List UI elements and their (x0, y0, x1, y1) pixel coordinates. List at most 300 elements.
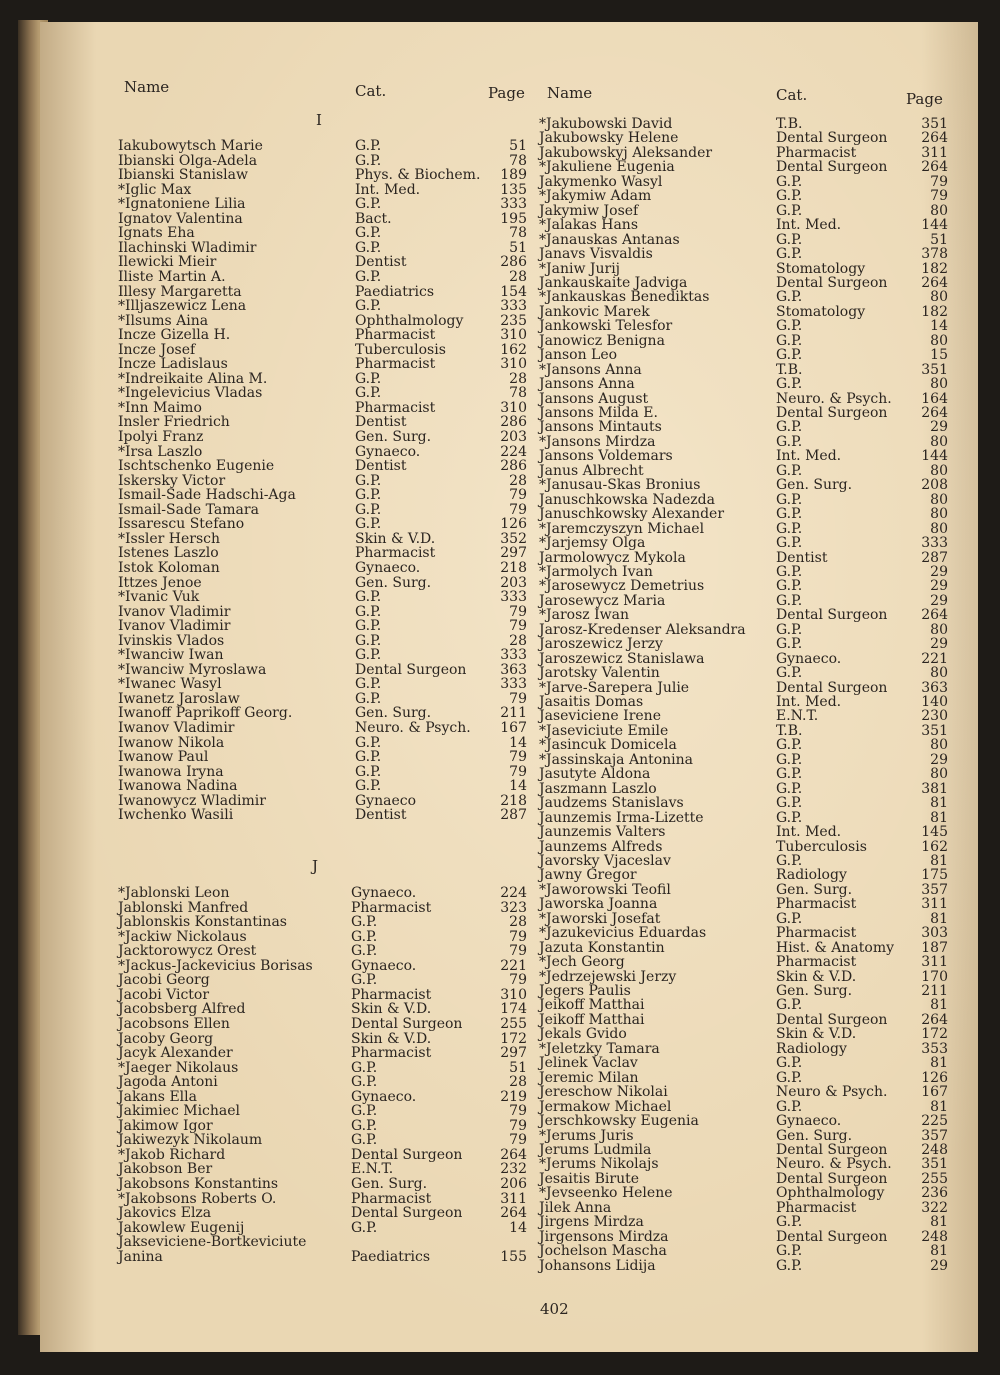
entry-name: Jacktorowycz Orest (118, 943, 257, 960)
entry-name: Ivinskis Vlados (118, 632, 225, 649)
entry-page: 79 (509, 618, 527, 635)
entry-category: G.P. (355, 603, 382, 620)
entry-category: Dental Surgeon (776, 1228, 888, 1245)
entry-page: 333 (921, 535, 948, 552)
entry-category: Gen. Surg. (776, 477, 853, 494)
entry-name: *Jackiw Nickolaus (118, 928, 247, 945)
entry-page: 80 (930, 433, 948, 450)
entry-category: G.P. (776, 766, 803, 783)
entry-name: Insler Friedrich (118, 414, 230, 431)
entry-page: 255 (921, 1170, 948, 1187)
entry-category: G.P. (355, 239, 382, 256)
entry-name: Ismail-Sade Hadschi-Aga (118, 487, 296, 504)
entry-category: Radiology (776, 1040, 847, 1057)
entry-category: G.P. (776, 318, 803, 335)
entry-page: 310 (500, 399, 527, 416)
entry-category: Ophthalmology (355, 312, 464, 329)
entry-category: Tuberculosis (355, 341, 446, 358)
entry-name: *Jedrzejewski Jerzy (539, 968, 677, 985)
entry-name: Iwanoff Paprikoff Georg. (118, 705, 293, 722)
entry-name: *Jankauskas Benediktas (539, 289, 710, 306)
entry-category: Dentist (355, 414, 407, 431)
entry-name: *Jerums Juris (539, 1127, 634, 1144)
entry-category: Pharmacist (776, 144, 857, 161)
entry-category: G.P. (776, 289, 803, 306)
entry-page: 81 (930, 809, 948, 826)
directory-entry (118, 430, 528, 445)
entry-page: 79 (509, 690, 527, 707)
entry-page: 79 (509, 603, 527, 620)
entry-name: *Ivanic Vuk (118, 589, 200, 606)
entry-category: G.P. (776, 347, 803, 364)
entry-category: Skin & V.D. (351, 1001, 432, 1018)
entry-name: *Jalakas Hans (539, 217, 639, 234)
entry-name: *Jansons Anna (539, 361, 642, 378)
entry-category: G.P. (776, 795, 803, 812)
entry-page: 135 (500, 181, 527, 198)
entry-page: 323 (500, 899, 527, 916)
entry-page: 235 (500, 312, 527, 329)
entry-name: *Jansons Mirdza (539, 433, 656, 450)
entry-name: Jereschow Nikolai (539, 1084, 668, 1101)
entry-name: *Jakymiw Adam (539, 188, 652, 205)
entry-name: Jaszmann Laszlo (539, 780, 657, 797)
left-header-cat: Cat. (355, 82, 387, 100)
entry-page: 51 (509, 239, 527, 256)
entry-name: Istok Koloman (118, 559, 220, 576)
entry-category: Neuro. & Psych. (355, 720, 471, 736)
entry-category: G.P. (776, 621, 803, 638)
entry-name: *Inn Maimo (118, 399, 202, 416)
entry-page: 29 (930, 636, 948, 653)
right-header-name: Name (547, 84, 593, 102)
entry-name: *Jaremczyszyn Michael (539, 520, 705, 537)
entry-category: G.P. (351, 943, 378, 960)
entry-name: Jerschkowsky Eugenia (539, 1113, 699, 1130)
directory-entry (539, 1085, 949, 1100)
entry-category: G.P. (776, 1214, 803, 1231)
entry-page: 154 (500, 283, 527, 300)
directory-entry (539, 189, 949, 204)
entry-page: 187 (921, 939, 948, 956)
entry-category: E.N.T. (776, 708, 819, 725)
entry-name: Jazuta Konstantin (539, 939, 665, 956)
entry-category: G.P. (776, 231, 803, 248)
entry-page: 363 (921, 679, 948, 696)
entry-category: G.P. (355, 632, 382, 649)
entry-name: *Iglic Max (118, 181, 192, 198)
entry-page: 208 (921, 477, 948, 494)
entry-category: Dentist (355, 254, 407, 271)
entry-page: 140 (921, 694, 948, 710)
entry-category: Int. Med. (776, 824, 842, 841)
entry-name: *Jarosewycz Demetrius (539, 578, 705, 595)
entry-name: *Jasincuk Domicela (539, 737, 677, 754)
directory-entry (118, 1206, 528, 1221)
entry-category: T.B. (776, 116, 803, 132)
entry-category: G.P. (355, 472, 382, 489)
entry-name: *Jassinskaja Antonina (539, 751, 694, 768)
entry-page: 182 (921, 303, 948, 320)
entry-page: 28 (509, 268, 527, 285)
entry-category: Gynaeco. (351, 957, 417, 974)
entry-name: Jacobsberg Alfred (118, 1001, 246, 1018)
entry-name: Iwchenko Wasili (118, 807, 234, 824)
directory-entry (539, 348, 949, 363)
entry-name: *Illjaszewicz Lena (118, 298, 247, 315)
entry-page: 28 (509, 632, 527, 649)
directory-entry (539, 637, 949, 652)
entry-name: Jermakow Michael (539, 1098, 672, 1115)
entry-category: Gen. Surg. (776, 881, 853, 898)
entry-page: 79 (509, 749, 527, 766)
entry-category: G.P. (776, 535, 803, 552)
entry-category: G.P. (351, 972, 378, 989)
entry-category: G.P. (351, 1074, 378, 1091)
entry-name: Ibianski Olga-Adela (118, 152, 258, 169)
entry-name: Iwanowycz Wladimir (118, 792, 266, 809)
directory-entry (118, 1046, 528, 1061)
entry-page: 167 (500, 720, 527, 736)
entry-page: 79 (509, 972, 527, 989)
directory-entry (118, 619, 528, 634)
entry-category: Dental Surgeon (351, 1146, 463, 1163)
entry-category: G.P. (355, 690, 382, 707)
entry-category: G.P. (776, 1257, 803, 1274)
entry-name: Jakimow Igor (118, 1117, 213, 1134)
entry-name: *Jackus-Jackevicius Borisas (118, 957, 313, 974)
entry-name: *Jakobsons Roberts O. (118, 1190, 277, 1207)
entry-name: Jarmolowycz Mykola (539, 549, 686, 566)
entry-name: Jakovics Elza (118, 1205, 212, 1222)
entry-category: G.P. (776, 578, 803, 595)
entry-name: *Ignatoniene Lilia (118, 196, 246, 213)
entry-page: 206 (500, 1176, 527, 1192)
directory-entry (118, 1075, 528, 1090)
entry-page: 174 (500, 1001, 527, 1018)
entry-name: *Ingelevicius Vladas (118, 385, 263, 402)
entry-name: Jaunzemis Irma-Lizette (539, 809, 704, 826)
entry-category: G.P. (355, 618, 382, 635)
entry-page: 218 (500, 792, 527, 809)
entry-page: 80 (930, 766, 948, 783)
entry-page: 264 (500, 1205, 527, 1222)
entry-page: 351 (921, 1156, 948, 1173)
entry-page: 264 (921, 405, 948, 421)
entry-page: 221 (500, 957, 527, 974)
entry-name: Iliste Martin A. (118, 268, 226, 285)
entry-name: Jansons Milda E. (539, 405, 658, 421)
directory-entry (118, 1104, 528, 1119)
entry-name: Iwanow Nikola (118, 734, 225, 751)
entry-page: 80 (930, 202, 948, 219)
entry-name: *Jakob Richard (118, 1146, 226, 1163)
entry-page: 155 (500, 1248, 527, 1265)
entry-name: *Jakuliene Eugenia (539, 159, 675, 176)
entry-name: *Jablonski Leon (118, 885, 230, 901)
entry-page: 51 (509, 138, 527, 154)
entry-page: 351 (921, 361, 948, 378)
entry-name: *Jaworski Josefat (539, 910, 661, 927)
entry-name: Jaunzemis Valters (539, 824, 666, 841)
entry-name: Iskersky Victor (118, 472, 226, 489)
entry-name: Iwanow Paul (118, 749, 209, 766)
entry-name: Jasaitis Domas (539, 694, 644, 710)
entry-name: Jakobson Ber (118, 1161, 213, 1178)
entry-name: Jakymiw Josef (539, 202, 639, 219)
entry-category: G.P. (776, 376, 803, 393)
entry-page: 80 (930, 737, 948, 754)
section-letter-i: I (316, 111, 322, 129)
entry-page: 80 (930, 520, 948, 537)
entry-name: Jarotsky Valentin (539, 665, 660, 682)
entry-name: *Jaseviciute Emile (539, 722, 669, 739)
entry-name: Jaseviciene Irene (539, 708, 661, 725)
entry-name: Illesy Margaretta (118, 283, 242, 300)
directory-entry (118, 750, 528, 765)
entry-category: Gen. Surg. (776, 983, 853, 999)
entry-page: 381 (921, 780, 948, 797)
directory-entry (118, 779, 528, 794)
entry-name: Jakiwezyk Nikolaum (118, 1132, 263, 1149)
entry-page: 264 (921, 607, 948, 624)
entry-page: 170 (921, 968, 948, 985)
entry-page: 219 (500, 1088, 527, 1105)
directory-entry (118, 1250, 528, 1265)
entry-name: Jeremic Milan (539, 1069, 639, 1086)
directory-entry (118, 1177, 528, 1192)
entry-category: G.P. (351, 928, 378, 945)
entry-page: 232 (500, 1161, 527, 1178)
entry-name: Jaroszewicz Stanislawa (539, 650, 705, 667)
entry-category: G.P. (776, 563, 803, 580)
entry-page: 224 (500, 885, 527, 901)
entry-page: 79 (509, 501, 527, 518)
entry-name: Johansons Lidija (539, 1257, 656, 1274)
entry-page: 363 (500, 661, 527, 678)
entry-category: Pharmacist (355, 545, 436, 562)
entry-category: G.P. (351, 1117, 378, 1134)
entry-category: Pharmacist (776, 1199, 857, 1216)
entry-category: Gynaeco (355, 792, 417, 809)
entry-page: 14 (930, 318, 948, 335)
entry-category: Pharmacist (355, 399, 436, 416)
entry-page: 248 (921, 1141, 948, 1158)
entry-category: G.P. (355, 298, 382, 315)
entry-page: 357 (921, 1127, 948, 1144)
entry-category: G.P. (351, 1219, 378, 1236)
entry-page: 29 (930, 578, 948, 595)
entry-category: Neuro. & Psych. (776, 390, 892, 407)
entry-category: Gynaeco. (355, 443, 421, 460)
directory-entry (118, 1017, 528, 1032)
entry-category: Dental Surgeon (351, 1015, 463, 1032)
entry-name: Incze Josef (118, 341, 196, 358)
entry-page: 145 (921, 824, 948, 841)
entry-category: G.P. (776, 1069, 803, 1086)
entry-page: 286 (500, 458, 527, 475)
directory-entry (118, 590, 528, 605)
directory-entry (539, 666, 949, 681)
entry-page: 357 (921, 881, 948, 898)
entry-category: Gen. Surg. (355, 429, 432, 445)
entry-category: Skin & V.D. (351, 1030, 432, 1047)
entry-page: 28 (509, 472, 527, 489)
entry-category: Dental Surgeon (776, 1011, 888, 1028)
entry-category: Gynaeco. (776, 650, 842, 667)
entry-name: Jaunzems Alfreds (539, 838, 663, 855)
entry-category: G.P. (776, 636, 803, 653)
entry-category: G.P. (355, 138, 382, 154)
entry-category: Dental Surgeon (355, 661, 467, 678)
entry-name: Iwanetz Jaroslaw (118, 690, 240, 707)
entry-page: 79 (509, 1117, 527, 1134)
entry-name: *Iwanec Wasyl (118, 676, 222, 693)
entry-page: 351 (921, 116, 948, 132)
entry-name: Jesaitis Birute (539, 1170, 640, 1187)
entry-page: 14 (509, 1219, 527, 1236)
entry-page: 167 (921, 1084, 948, 1101)
entry-category: G.P. (776, 173, 803, 190)
entry-page: 303 (921, 925, 948, 942)
entry-category: G.P. (776, 780, 803, 797)
entry-name: Jakubowsky Helene (539, 130, 679, 147)
entry-page: 172 (921, 1026, 948, 1043)
entry-category: Skin & V.D. (355, 530, 436, 547)
entry-page: 81 (930, 910, 948, 927)
entry-page: 79 (930, 173, 948, 190)
entry-category: G.P. (355, 647, 382, 664)
entry-name: Jansons Voldemars (539, 448, 673, 465)
entry-page: 126 (500, 516, 527, 533)
entry-name: *Jevseenko Helene (539, 1185, 673, 1202)
entry-category: Hist. & Anatomy (776, 939, 895, 956)
directory-entry (539, 1114, 949, 1129)
entry-name: Jaworska Joanna (539, 896, 658, 913)
entry-page: 81 (930, 1243, 948, 1260)
entry-category: Int. Med. (776, 694, 842, 710)
entry-name: Istenes Laszlo (118, 545, 219, 562)
directory-entry (118, 915, 528, 930)
entry-name: Jakobsons Konstantins (118, 1176, 279, 1192)
entry-category: Pharmacist (776, 954, 857, 971)
entry-category: Int. Med. (355, 181, 421, 198)
entry-name: Jarosz-Kredenser Aleksandra (539, 621, 746, 638)
directory-entry (118, 561, 528, 576)
entry-page: 29 (930, 1257, 948, 1274)
entry-page: 80 (930, 462, 948, 479)
entry-category: Int. Med. (776, 217, 842, 234)
entry-name: Ignats Eha (118, 225, 195, 242)
entry-category: Gynaeco. (351, 1088, 417, 1105)
entry-category: Dental Surgeon (776, 159, 888, 176)
entry-category: Dental Surgeon (776, 607, 888, 624)
entry-page: 78 (509, 225, 527, 242)
entry-category: G.P. (776, 809, 803, 826)
entry-page: 14 (509, 778, 527, 795)
entry-category: G.P. (355, 487, 382, 504)
entry-page: 28 (509, 914, 527, 931)
directory-entry (539, 507, 949, 522)
entry-name: Janowicz Benigna (539, 332, 665, 349)
entry-category: G.P. (776, 751, 803, 768)
entry-page: 195 (500, 210, 527, 227)
entry-category: Pharmacist (351, 1045, 432, 1062)
entry-name: Jasutyte Aldona (539, 766, 651, 783)
entry-category: G.P. (355, 734, 382, 751)
directory-entry (539, 247, 949, 262)
entry-page: 248 (921, 1228, 948, 1245)
entry-category: Dentist (355, 807, 407, 824)
entry-page: 310 (500, 327, 527, 344)
entry-name: *Iwanciw Iwan (118, 647, 224, 664)
entry-page: 29 (930, 592, 948, 609)
entry-name: Janson Leo (539, 347, 618, 364)
entry-name: Ittzes Jenoe (118, 574, 202, 591)
entry-category: Pharmacist (355, 356, 436, 373)
entry-page: 81 (930, 997, 948, 1014)
entry-category: G.P. (355, 196, 382, 213)
entry-page: 287 (921, 549, 948, 566)
entry-name: Jakymenko Wasyl (539, 173, 663, 190)
entry-name: Ilachinski Wladimir (118, 239, 257, 256)
entry-name: *Jech Georg (539, 954, 625, 971)
directory-entry (539, 218, 949, 233)
directory-entry (118, 808, 528, 823)
directory-entry (118, 886, 528, 901)
entry-page: 224 (500, 443, 527, 460)
entry-name: Jacobi Victor (118, 986, 210, 1003)
entry-name: Iwanowa Nadina (118, 778, 238, 795)
entry-name: Jakowlew Eugenij (118, 1219, 245, 1236)
entry-name: Jirgensons Mirdza (539, 1228, 669, 1245)
entry-category: G.P. (351, 1103, 378, 1120)
entry-page: 333 (500, 676, 527, 693)
entry-category: G.P. (355, 778, 382, 795)
entry-name: Iakubowytsch Marie (118, 138, 263, 154)
entry-page: 79 (509, 1103, 527, 1120)
entry-page: 255 (500, 1015, 527, 1032)
directory-entry (539, 926, 949, 941)
left-header-name: Name (124, 78, 170, 96)
entry-page: 79 (509, 487, 527, 504)
entry-name: Jacyk Alexander (118, 1045, 233, 1062)
entry-name: Jeikoff Matthai (539, 997, 645, 1014)
entry-page: 79 (509, 943, 527, 960)
right-header-cat: Cat. (776, 86, 808, 104)
entry-page: 203 (500, 429, 527, 445)
directory-entry (539, 825, 949, 840)
entry-category: G.P. (776, 246, 803, 263)
section-letter-j: J (312, 857, 319, 875)
entry-page: 79 (509, 928, 527, 945)
directory-entry (539, 377, 949, 392)
entry-category: Paediatrics (351, 1248, 431, 1265)
entry-category: Gen. Surg. (355, 574, 432, 591)
entry-category: G.P. (355, 749, 382, 766)
entry-category: Dental Surgeon (351, 1205, 463, 1222)
directory-entry (118, 299, 528, 314)
entry-category: G.P. (776, 202, 803, 219)
entry-category: Dental Surgeon (776, 1170, 888, 1187)
entry-page: 80 (930, 289, 948, 306)
entry-page: 218 (500, 559, 527, 576)
entry-page: 144 (921, 217, 948, 234)
entry-page: 311 (921, 954, 948, 971)
entry-category: Pharmacist (776, 925, 857, 942)
directory-entry (539, 767, 949, 782)
directory-entry (118, 328, 528, 343)
